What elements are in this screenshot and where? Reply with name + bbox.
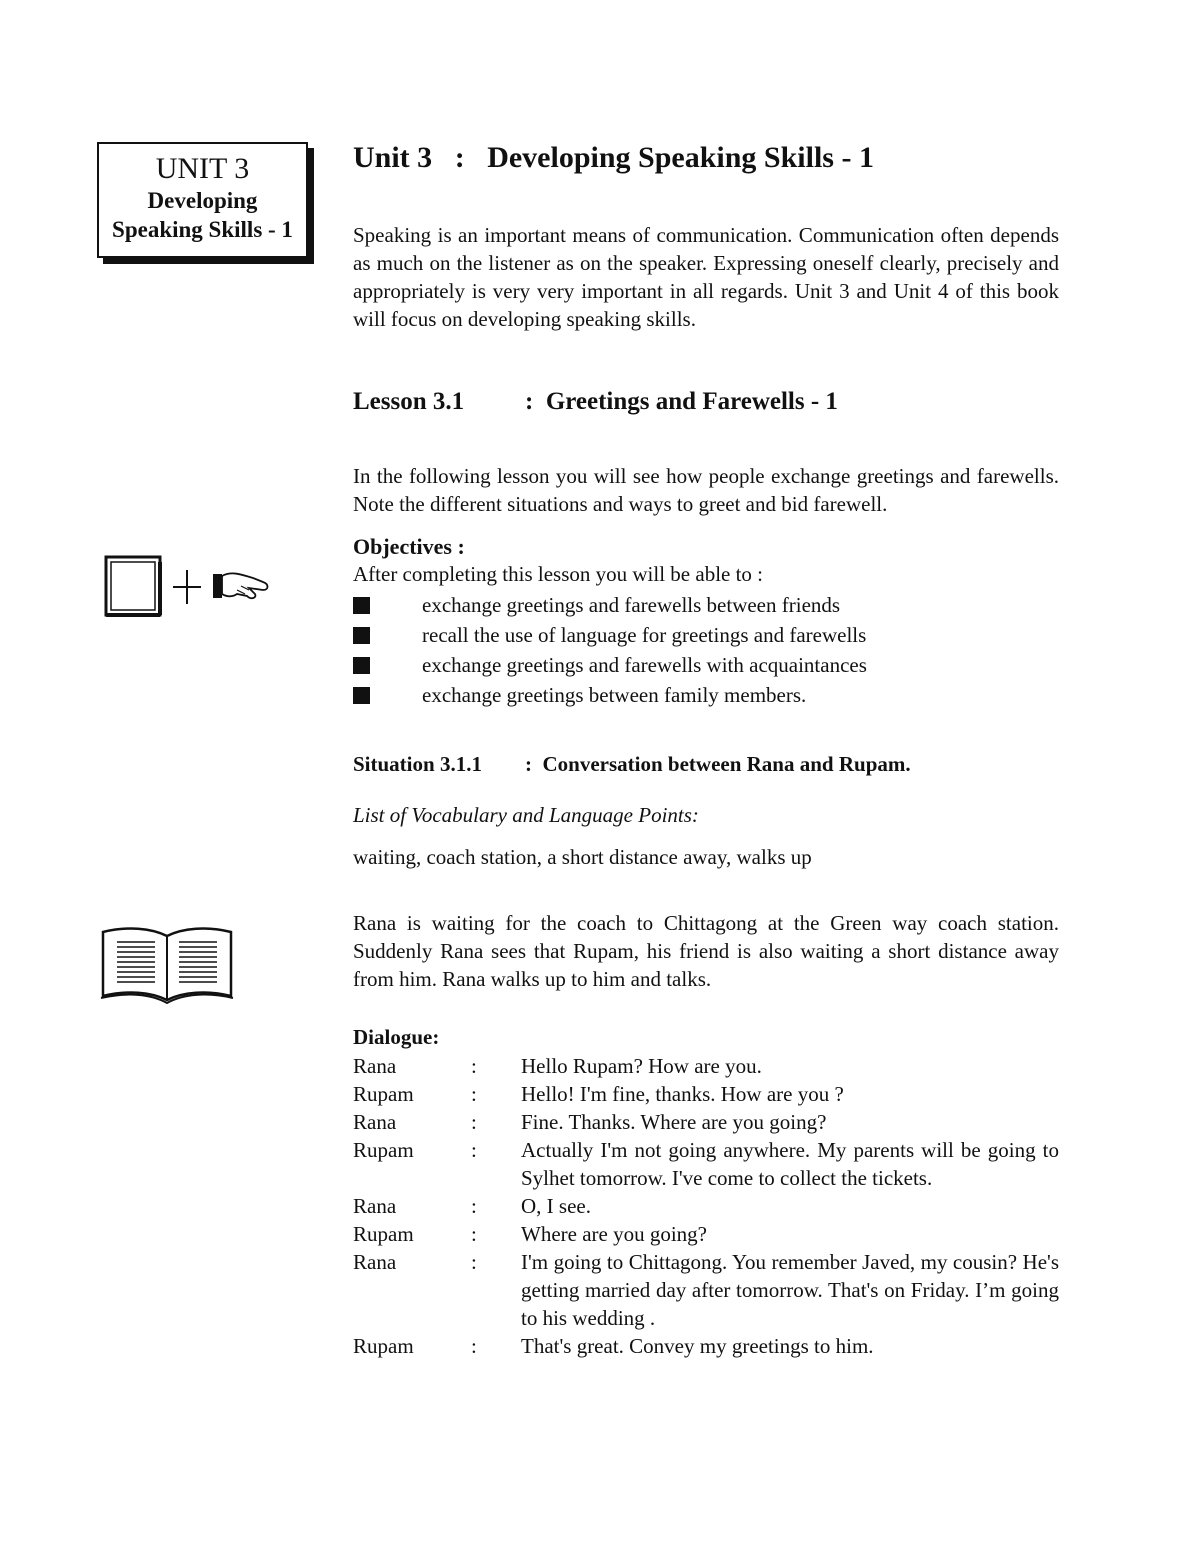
speaker: Rupam: [353, 1138, 414, 1162]
lesson-intro: In the following lesson you will see how people exchange greetings and farewells. Note the different situations and ways to greet and bid farewell.: [353, 464, 1059, 516]
objective-item: [353, 650, 867, 680]
speaker: Rana: [353, 1194, 397, 1218]
lesson-number: Lesson 3.1: [353, 388, 465, 415]
speaker-colon: :: [471, 1250, 477, 1274]
vocab-title: List of Vocabulary and Language Points:: [353, 803, 699, 827]
objective-item: [353, 680, 867, 710]
speaker-colon: :: [471, 1334, 477, 1358]
speaker: Rupam: [353, 1334, 414, 1358]
unit-box: [97, 142, 308, 258]
situation-number: Situation 3.1.1: [353, 752, 482, 776]
objective-text: exchange greetings and farewells between friends: [422, 593, 841, 617]
lesson-heading: [353, 388, 838, 416]
dialogue-row: [353, 1108, 1059, 1136]
objectives-list: [353, 590, 867, 710]
page-title: [353, 141, 874, 175]
speaker-colon: :: [471, 1082, 477, 1106]
lesson-title: Greetings and Farewells - 1: [545, 388, 838, 415]
dialogue-line: Hello! I'm fine, thanks. How are you ?: [521, 1082, 844, 1106]
unit-title: Developing Speaking Skills - 1: [487, 141, 874, 174]
unit-box-number: UNIT 3: [155, 152, 250, 185]
dialogue-line: That's great. Convey my greetings to him.: [521, 1334, 874, 1358]
dialogue: [353, 1052, 1059, 1360]
speaker: Rupam: [353, 1082, 414, 1106]
speaker-colon: :: [471, 1054, 477, 1078]
title-separator: :: [454, 141, 465, 174]
objective-item: [353, 620, 867, 650]
intro-paragraph: Speaking is an important means of communication. Communication often depends as much on the listener as on the speaker. Expressing oneself clearly, precisely and appropriately is very very important in all regards. Unit 3 and Unit 4 of this book will focus on developing speaking skills.: [353, 223, 1059, 331]
objectives-title: Objectives :: [353, 534, 465, 559]
box-plus-pointing-hand-icon: [103, 554, 275, 620]
speaker-colon: :: [471, 1194, 477, 1218]
situation-title: Conversation between Rana and Rupam.: [542, 752, 911, 776]
objective-text: exchange greetings between family members.: [422, 683, 807, 707]
unit-box-line2: Developing: [147, 188, 258, 213]
dialogue-row: [353, 1332, 1059, 1360]
speaker-colon: :: [471, 1138, 477, 1162]
situation-heading: [353, 752, 911, 777]
dialogue-row: [353, 1220, 1059, 1248]
dialogue-row: [353, 1192, 1059, 1220]
dialogue-row: [353, 1080, 1059, 1108]
speaker-colon: :: [471, 1222, 477, 1246]
square-bullet-icon: [353, 627, 370, 644]
dialogue-row: [353, 1248, 1059, 1332]
dialogue-line: I'm going to Chittagong. You remember Javed, my cousin? He's getting married day after tomorrow. That's on Friday. I’m going to his wedding .: [521, 1250, 1059, 1330]
dialogue-line: Where are you going?: [521, 1222, 707, 1246]
objectives-intro: After completing this lesson you will be able to :: [353, 562, 764, 586]
square-bullet-icon: [353, 597, 370, 614]
speaker: Rana: [353, 1054, 397, 1078]
situation-story: Rana is waiting for the coach to Chittagong at the Green way coach station. Suddenly Rana sees that Rupam, his friend is also waiting a short distance away from him. Rana walks up to him and talks.: [353, 911, 1059, 991]
speaker: Rana: [353, 1110, 397, 1134]
unit-label: Unit 3: [353, 141, 433, 174]
vocab-list: waiting, coach station, a short distance away, walks up: [353, 845, 812, 869]
objective-text: recall the use of language for greetings and farewells: [422, 623, 867, 647]
dialogue-line: Actually I'm not going anywhere. My parents will be going to Sylhet tomorrow. I've come to collect the tickets.: [521, 1138, 1059, 1190]
speaker: Rana: [353, 1250, 397, 1274]
speaker-colon: :: [471, 1110, 477, 1134]
dialogue-row: [353, 1052, 1059, 1080]
dialogue-line: Hello Rupam? How are you.: [521, 1054, 762, 1078]
dialogue-title: Dialogue:: [353, 1025, 440, 1049]
objective-item: [353, 590, 867, 620]
objective-text: exchange greetings and farewells with acquaintances: [422, 653, 867, 677]
speaker: Rupam: [353, 1222, 414, 1246]
lesson-separator: :: [525, 388, 534, 415]
situation-separator: :: [525, 752, 532, 776]
dialogue-row: [353, 1136, 1059, 1192]
dialogue-line: O, I see.: [521, 1194, 591, 1218]
unit-box-line3: Speaking Skills - 1: [112, 217, 293, 242]
dialogue-line: Fine. Thanks. Where are you going?: [521, 1110, 827, 1134]
open-book-icon: [99, 918, 235, 1004]
square-bullet-icon: [353, 687, 370, 704]
square-bullet-icon: [353, 657, 370, 674]
